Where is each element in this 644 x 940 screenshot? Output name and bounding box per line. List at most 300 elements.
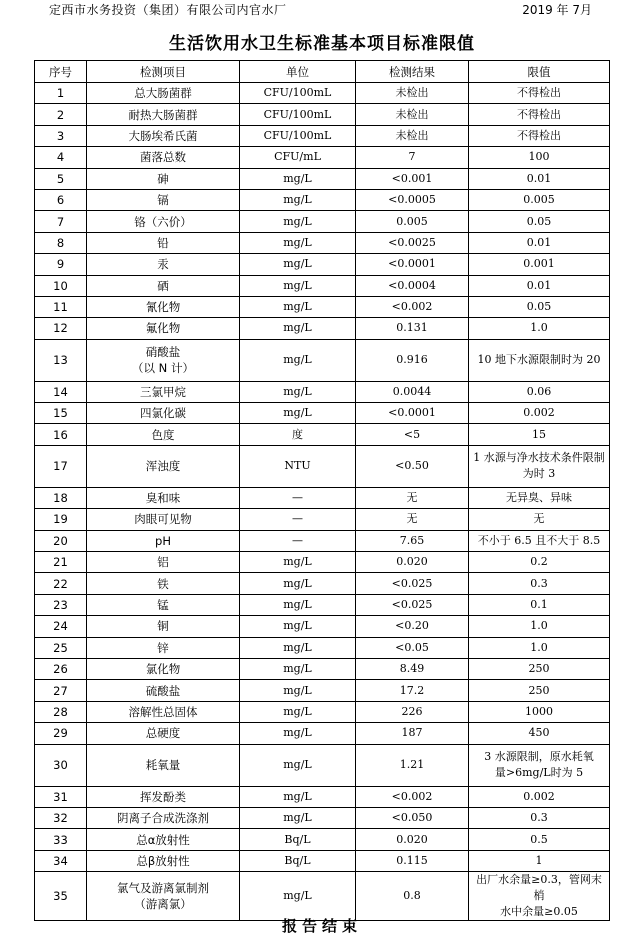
cell-item-text: 耗氧量	[145, 758, 181, 773]
cell-item	[87, 254, 240, 275]
cell-item-text: （游离氯）	[134, 897, 192, 912]
cell-unit	[240, 275, 356, 296]
cell-unit	[240, 211, 356, 232]
cell-no	[35, 829, 87, 850]
cell-unit	[240, 403, 356, 424]
table-row	[35, 232, 610, 253]
cell-item-text: 铬（六价）	[134, 214, 192, 229]
table-row	[35, 424, 610, 445]
cell-limit	[469, 83, 610, 104]
cell-limit	[469, 594, 610, 615]
cell-unit-text: mg/L	[283, 193, 312, 207]
table-row	[35, 104, 610, 125]
cell-item	[87, 275, 240, 296]
cell-item-text: 氰化物	[145, 300, 181, 315]
cell-result	[356, 723, 469, 744]
cell-result	[356, 445, 469, 487]
cell-no	[35, 680, 87, 701]
table-row	[35, 594, 610, 615]
cell-result-text: 无	[406, 512, 418, 526]
cell-unit-text: CFU/100mL	[263, 86, 332, 100]
cell-result-text: 无	[406, 491, 418, 505]
cell-item	[87, 424, 240, 445]
cell-unit-text: mg/L	[283, 726, 312, 740]
cell-item-text: 铅	[157, 235, 169, 250]
cell-item	[87, 83, 240, 104]
cell-unit-text: mg/L	[283, 278, 312, 292]
cell-unit-text: mg/L	[283, 619, 312, 633]
table-row	[35, 509, 610, 530]
cell-item-text: 三氯甲烷	[140, 384, 186, 399]
cell-limit	[469, 637, 610, 658]
cell-limit-text: 100	[528, 150, 550, 164]
cell-item-text: 氯化物	[145, 662, 181, 677]
cell-no	[35, 616, 87, 637]
cell-no	[35, 786, 87, 807]
cell-limit-text: 250	[528, 662, 550, 676]
cell-limit	[469, 254, 610, 275]
cell-limit-text: 1.0	[530, 321, 548, 335]
cell-result	[356, 701, 469, 722]
cell-item	[87, 487, 240, 508]
cell-no	[35, 125, 87, 146]
cell-item-text: 镉	[157, 193, 169, 208]
cell-result	[356, 104, 469, 125]
cell-result-text: 0.020	[396, 555, 428, 569]
cell-unit-text: mg/L	[283, 555, 312, 569]
cell-limit	[469, 147, 610, 168]
cell-result-text: 0.916	[396, 353, 428, 367]
cell-limit-text: 250	[528, 683, 550, 697]
cell-no-text: 7	[56, 214, 65, 229]
cell-limit	[469, 211, 610, 232]
cell-result-text: 未检出	[395, 86, 429, 100]
cell-unit	[240, 616, 356, 637]
cell-result	[356, 680, 469, 701]
cell-limit-text: 0.5	[530, 832, 548, 846]
cell-item	[87, 147, 240, 168]
cell-item-text: 总大肠菌群	[134, 86, 192, 101]
standards-table	[34, 60, 610, 921]
cell-unit	[240, 318, 356, 339]
cell-item	[87, 530, 240, 551]
table-row	[35, 254, 610, 275]
cell-item	[87, 509, 240, 530]
cell-no-text: 31	[53, 789, 68, 804]
cell-result-text: <0.0001	[388, 257, 436, 271]
cell-no-text: 15	[53, 406, 68, 421]
table-row	[35, 616, 610, 637]
cell-result	[356, 254, 469, 275]
cell-item-text: 浑浊度	[145, 459, 181, 474]
cell-unit-text: 度	[292, 427, 303, 441]
table-row	[35, 637, 610, 658]
cell-result-text: 17.2	[399, 683, 425, 697]
cell-unit-text: mg/L	[283, 758, 312, 772]
table-row	[35, 487, 610, 508]
cell-item-text: 色度	[151, 427, 175, 442]
cell-result-text: <0.002	[391, 300, 433, 314]
cell-unit-text: mg/L	[283, 811, 312, 825]
cell-item-text: 总α放射性	[136, 832, 190, 847]
cell-item-text: 菌落总数	[140, 150, 186, 165]
cell-item-text: 铜	[157, 619, 169, 634]
report-end: 报告结束	[281, 917, 362, 935]
cell-no	[35, 509, 87, 530]
cell-unit-text: mg/L	[283, 683, 312, 697]
cell-unit	[240, 189, 356, 210]
cell-result	[356, 530, 469, 551]
cell-result-text: <0.20	[395, 619, 429, 633]
cell-item	[87, 296, 240, 317]
cell-no-text: 30	[53, 758, 68, 773]
cell-item	[87, 744, 240, 786]
cell-result	[356, 509, 469, 530]
cell-unit-text: mg/L	[283, 406, 312, 420]
cell-item-text: 溶解性总固体	[128, 704, 198, 719]
cell-limit	[469, 509, 610, 530]
cell-limit	[469, 424, 610, 445]
cell-result	[356, 83, 469, 104]
cell-result	[356, 232, 469, 253]
cell-unit	[240, 530, 356, 551]
cell-item	[87, 594, 240, 615]
cell-result	[356, 424, 469, 445]
cell-no	[35, 211, 87, 232]
cell-unit-text: mg/L	[283, 353, 312, 367]
cell-unit-text: Bq/L	[284, 853, 311, 867]
cell-limit-text: 0.002	[523, 789, 555, 803]
cell-unit	[240, 723, 356, 744]
table-row	[35, 318, 610, 339]
cell-item-text: （以 N 计）	[132, 361, 194, 376]
cell-unit	[240, 807, 356, 828]
cell-no	[35, 701, 87, 722]
cell-item	[87, 339, 240, 381]
cell-no-text: 19	[53, 512, 68, 527]
table-row	[35, 147, 610, 168]
cell-result-text: <0.0001	[388, 406, 436, 420]
cell-unit	[240, 232, 356, 253]
report-date: 2019 年 7月	[522, 3, 592, 17]
cell-result	[356, 381, 469, 402]
table-row	[35, 530, 610, 551]
cell-no-text: 4	[56, 150, 65, 165]
cell-no-text: 25	[53, 640, 68, 655]
cell-item-text: 耐热大肠菌群	[128, 107, 198, 122]
cell-no	[35, 147, 87, 168]
cell-result-text: <0.025	[391, 576, 433, 590]
cell-item-text: 挥发酚类	[140, 789, 186, 804]
cell-unit	[240, 701, 356, 722]
cell-unit-text: Bq/L	[284, 832, 311, 846]
cell-result-text: 0.0044	[392, 384, 432, 398]
table-row	[35, 83, 610, 104]
cell-no-text: 35	[53, 889, 68, 904]
cell-no	[35, 275, 87, 296]
table-row	[35, 850, 610, 871]
cell-limit-text: 0.1	[530, 598, 548, 611]
cell-no-text: 12	[53, 321, 68, 336]
table-row	[35, 339, 610, 381]
cell-item-text: 硫酸盐	[145, 683, 181, 698]
cell-item	[87, 189, 240, 210]
cell-unit	[240, 104, 356, 125]
cell-unit	[240, 594, 356, 615]
cell-no	[35, 594, 87, 615]
cell-item-text: pH	[155, 533, 171, 548]
cell-limit-text: 10 地下水源限制时为 20	[477, 353, 601, 367]
cell-unit	[240, 487, 356, 508]
cell-item-text: 氟化物	[145, 321, 181, 336]
cell-item	[87, 616, 240, 637]
cell-unit-text: mg/L	[283, 300, 312, 314]
cell-item-text: 砷	[157, 171, 169, 186]
cell-item-text: 锰	[157, 598, 169, 612]
cell-item	[87, 573, 240, 594]
cell-item-text: 肉眼可见物	[134, 512, 192, 527]
cell-no	[35, 723, 87, 744]
cell-item	[87, 125, 240, 146]
cell-result	[356, 744, 469, 786]
cell-no-text: 20	[53, 533, 68, 548]
cell-item-text: 四氯化碳	[140, 406, 186, 421]
cell-limit-text: 无	[533, 512, 545, 526]
cell-no-text: 26	[53, 662, 68, 677]
cell-no-text: 18	[53, 491, 68, 506]
cell-item	[87, 318, 240, 339]
cell-item-text: 硒	[157, 278, 169, 293]
cell-unit	[240, 125, 356, 146]
cell-result	[356, 296, 469, 317]
cell-no	[35, 296, 87, 317]
cell-item	[87, 723, 240, 744]
cell-no	[35, 424, 87, 445]
cell-limit-text: 0.2	[530, 555, 548, 569]
cell-no	[35, 168, 87, 189]
cell-no	[35, 254, 87, 275]
cell-limit	[469, 168, 610, 189]
cell-result	[356, 318, 469, 339]
cell-no	[35, 530, 87, 551]
cell-item-text: 铝	[157, 555, 169, 570]
cell-no-text: 8	[56, 235, 65, 250]
cell-no-text: 17	[53, 459, 68, 474]
cell-item-text: 总β放射性	[136, 853, 190, 868]
column-header-result: 检测结果	[356, 61, 469, 83]
cell-unit-text: mg/L	[283, 257, 312, 271]
cell-unit-text: CFU/100mL	[263, 107, 332, 121]
cell-limit	[469, 189, 610, 210]
cell-no	[35, 487, 87, 508]
cell-unit-text: mg/L	[283, 171, 312, 185]
column-header-no: 序号	[35, 61, 87, 83]
cell-unit-text: mg/L	[283, 789, 312, 803]
cell-no-text: 1	[56, 86, 65, 101]
cell-unit-text: CFU/mL	[274, 150, 321, 164]
cell-limit-text: 0.01	[526, 278, 552, 292]
cell-result-text: <0.05	[395, 640, 429, 654]
cell-result-text: 0.8	[403, 889, 421, 903]
cell-limit	[469, 403, 610, 424]
cell-item-text: 阴离子合成洗涤剂	[117, 811, 209, 826]
cell-limit-text: 不得检出	[517, 128, 561, 142]
cell-limit-text: 1	[535, 853, 543, 867]
cell-unit	[240, 168, 356, 189]
cell-no	[35, 872, 87, 921]
table-row	[35, 680, 610, 701]
cell-result	[356, 189, 469, 210]
cell-result-text: <0.50	[395, 459, 429, 473]
cell-limit	[469, 744, 610, 786]
cell-item-text: 汞	[157, 257, 169, 272]
cell-no-text: 27	[53, 683, 68, 698]
cell-result-text: 8.49	[399, 662, 425, 676]
cell-unit	[240, 296, 356, 317]
cell-limit	[469, 232, 610, 253]
cell-no-text: 24	[53, 619, 68, 634]
cell-result-text: 7.65	[399, 533, 425, 547]
cell-no-text: 29	[53, 726, 68, 741]
cell-no-text: 22	[53, 576, 68, 591]
cell-result	[356, 850, 469, 871]
cell-result	[356, 872, 469, 921]
cell-item	[87, 872, 240, 921]
cell-limit	[469, 573, 610, 594]
cell-unit-text: —	[292, 512, 303, 526]
table-row	[35, 445, 610, 487]
cell-limit	[469, 829, 610, 850]
cell-unit	[240, 829, 356, 850]
cell-limit-text: 0.3	[530, 576, 548, 590]
column-header-unit: 单位	[240, 61, 356, 83]
cell-item	[87, 211, 240, 232]
cell-no-text: 32	[53, 811, 68, 826]
cell-item-text: 臭和味	[145, 491, 181, 506]
cell-no-text: 9	[56, 257, 65, 272]
cell-unit	[240, 381, 356, 402]
cell-no-text: 28	[53, 704, 68, 719]
cell-unit-text: mg/L	[283, 214, 312, 228]
cell-no	[35, 403, 87, 424]
cell-result	[356, 616, 469, 637]
cell-limit	[469, 318, 610, 339]
cell-result	[356, 829, 469, 850]
cell-unit	[240, 658, 356, 679]
cell-result-text: 未检出	[395, 128, 429, 142]
cell-no	[35, 381, 87, 402]
cell-item	[87, 850, 240, 871]
cell-item-text: 氯气及游离氯制剂	[117, 881, 209, 896]
cell-no-text: 10	[53, 278, 68, 293]
cell-limit-text: 1 水源与净水技术条件限制	[473, 451, 605, 465]
cell-result	[356, 147, 469, 168]
cell-unit	[240, 339, 356, 381]
cell-unit-text: —	[292, 533, 303, 547]
page-title: 生活饮用水卫生标准基本项目标准限值	[169, 34, 475, 54]
cell-item	[87, 658, 240, 679]
cell-unit	[240, 254, 356, 275]
cell-result-text: <0.050	[391, 811, 433, 825]
cell-unit	[240, 573, 356, 594]
table-row	[35, 573, 610, 594]
cell-result	[356, 275, 469, 296]
cell-item	[87, 807, 240, 828]
cell-result	[356, 339, 469, 381]
cell-result-text: 7	[408, 150, 416, 164]
cell-no	[35, 658, 87, 679]
cell-unit	[240, 445, 356, 487]
cell-item	[87, 829, 240, 850]
cell-result-text: 0.020	[396, 832, 428, 846]
cell-unit-text: mg/L	[283, 640, 312, 654]
cell-result	[356, 552, 469, 573]
cell-limit-text: 0.05	[526, 214, 552, 228]
cell-unit-text: mg/L	[283, 384, 312, 398]
cell-unit-text: mg/L	[283, 321, 312, 335]
cell-no	[35, 573, 87, 594]
table-row	[35, 381, 610, 402]
cell-result	[356, 211, 469, 232]
organization-name: 定西市水务投资（集团）有限公司内官水厂	[49, 3, 287, 17]
cell-no	[35, 807, 87, 828]
cell-no-text: 6	[56, 193, 65, 208]
table-row	[35, 125, 610, 146]
cell-item	[87, 680, 240, 701]
cell-result-text: 0.005	[396, 214, 428, 228]
cell-limit-text: 0.002	[523, 406, 555, 420]
cell-unit	[240, 680, 356, 701]
table-row	[35, 872, 610, 921]
cell-no-text: 14	[53, 384, 68, 399]
column-header-item: 检测项目	[87, 61, 240, 83]
cell-item	[87, 232, 240, 253]
cell-limit-text: 0.005	[523, 193, 555, 207]
cell-limit-text: 水中余量≥0.05	[500, 905, 578, 919]
cell-limit	[469, 125, 610, 146]
cell-unit-text: —	[292, 491, 303, 505]
cell-no	[35, 104, 87, 125]
table-body	[35, 83, 610, 921]
table-row	[35, 658, 610, 679]
cell-limit-text: 3 水源限制，原水耗氧	[484, 750, 594, 764]
cell-result-text: <0.025	[391, 598, 433, 611]
cell-unit	[240, 786, 356, 807]
cell-result-text: <0.0005	[388, 193, 436, 207]
cell-limit	[469, 807, 610, 828]
cell-item	[87, 552, 240, 573]
cell-limit-text: 不得检出	[517, 107, 561, 121]
table-row	[35, 189, 610, 210]
cell-unit	[240, 424, 356, 445]
cell-item	[87, 403, 240, 424]
cell-limit-text: 出厂水余量≥0.3，管网末梢	[476, 873, 602, 903]
cell-limit-text: 15	[532, 427, 546, 441]
cell-no-text: 13	[53, 353, 68, 368]
cell-no	[35, 445, 87, 487]
cell-no-text: 16	[53, 427, 68, 442]
cell-unit	[240, 637, 356, 658]
cell-limit-text: 量>6mg/L时为 5	[494, 766, 584, 780]
cell-unit-text: mg/L	[283, 235, 312, 249]
cell-no	[35, 189, 87, 210]
cell-result-text: <5	[403, 427, 421, 441]
cell-result	[356, 594, 469, 615]
cell-limit	[469, 723, 610, 744]
cell-result-text: 0.115	[396, 853, 428, 867]
cell-result-text: 1.21	[399, 758, 425, 772]
cell-limit-text: 0.001	[523, 257, 555, 271]
